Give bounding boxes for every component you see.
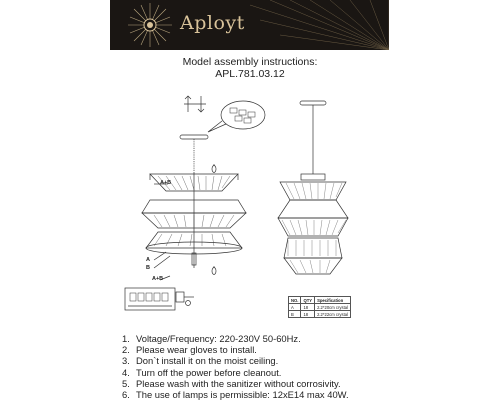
sunburst-graphic (110, 0, 389, 50)
list-item-number: 1. (122, 333, 130, 344)
table-row (289, 304, 351, 311)
list-item (122, 344, 349, 355)
label-a-plus-b-top: A+B (160, 180, 172, 186)
ceiling-canopy-left (180, 135, 208, 139)
table-cell: 2.2*20cm crystal (315, 304, 351, 311)
list-item-number: 3. (122, 355, 130, 367)
height-adjust-icon (184, 96, 206, 112)
ground-icon (186, 301, 191, 306)
list-item-text: Please wash with the sanitizer without corrosivity. (136, 377, 341, 389)
list-item-number: 5. (122, 377, 130, 389)
label-a-plus-b-bottom: A+B (152, 276, 164, 282)
label-a: A (146, 257, 150, 263)
instructions-list (122, 333, 349, 400)
list-item (122, 378, 349, 389)
list-item (122, 355, 349, 366)
list-item-number: 4. (122, 366, 130, 378)
table-cell: 18 (301, 311, 315, 318)
list-item (122, 367, 349, 378)
list-item-text: The use of lamps is permissible: 12xE14 max 40W. (136, 389, 349, 400)
table-header: Specification (315, 297, 351, 304)
list-item (122, 333, 349, 344)
parts-spec-table (288, 296, 351, 318)
list-item (122, 389, 349, 400)
table-cell: A (289, 304, 301, 311)
table-header-row (289, 297, 351, 304)
label-b: B (146, 265, 150, 271)
list-item-number: 2. (122, 344, 130, 356)
brand-logo: Aployt (180, 12, 245, 34)
list-item-text: Voltage/Frequency: 220-230V 50-60Hz. (136, 333, 301, 344)
list-item-text: Don`t install it on the moist ceiling. (136, 355, 279, 367)
bulb-icon (212, 266, 216, 275)
table-cell: 2.2*22cm crystal (315, 311, 351, 318)
ceiling-canopy-right (300, 101, 326, 105)
bulb-icon (212, 164, 216, 173)
list-item-text: Please wear gloves to install. (136, 344, 257, 356)
list-item-text: Turn off the power before cleanout. (136, 366, 282, 378)
page-title: Model assembly instructions: (182, 56, 318, 68)
brand-banner (110, 0, 389, 50)
list-item-number: 6. (122, 389, 130, 400)
table-cell: B (289, 311, 301, 318)
table-row (289, 311, 351, 318)
model-number: APL.781.03.12 (215, 68, 285, 80)
terminal-block (125, 288, 175, 310)
table-cell: 18 (301, 304, 315, 311)
table-header: NO. (289, 297, 301, 304)
table-header: QTY (301, 297, 315, 304)
assembly-diagram (110, 88, 390, 328)
